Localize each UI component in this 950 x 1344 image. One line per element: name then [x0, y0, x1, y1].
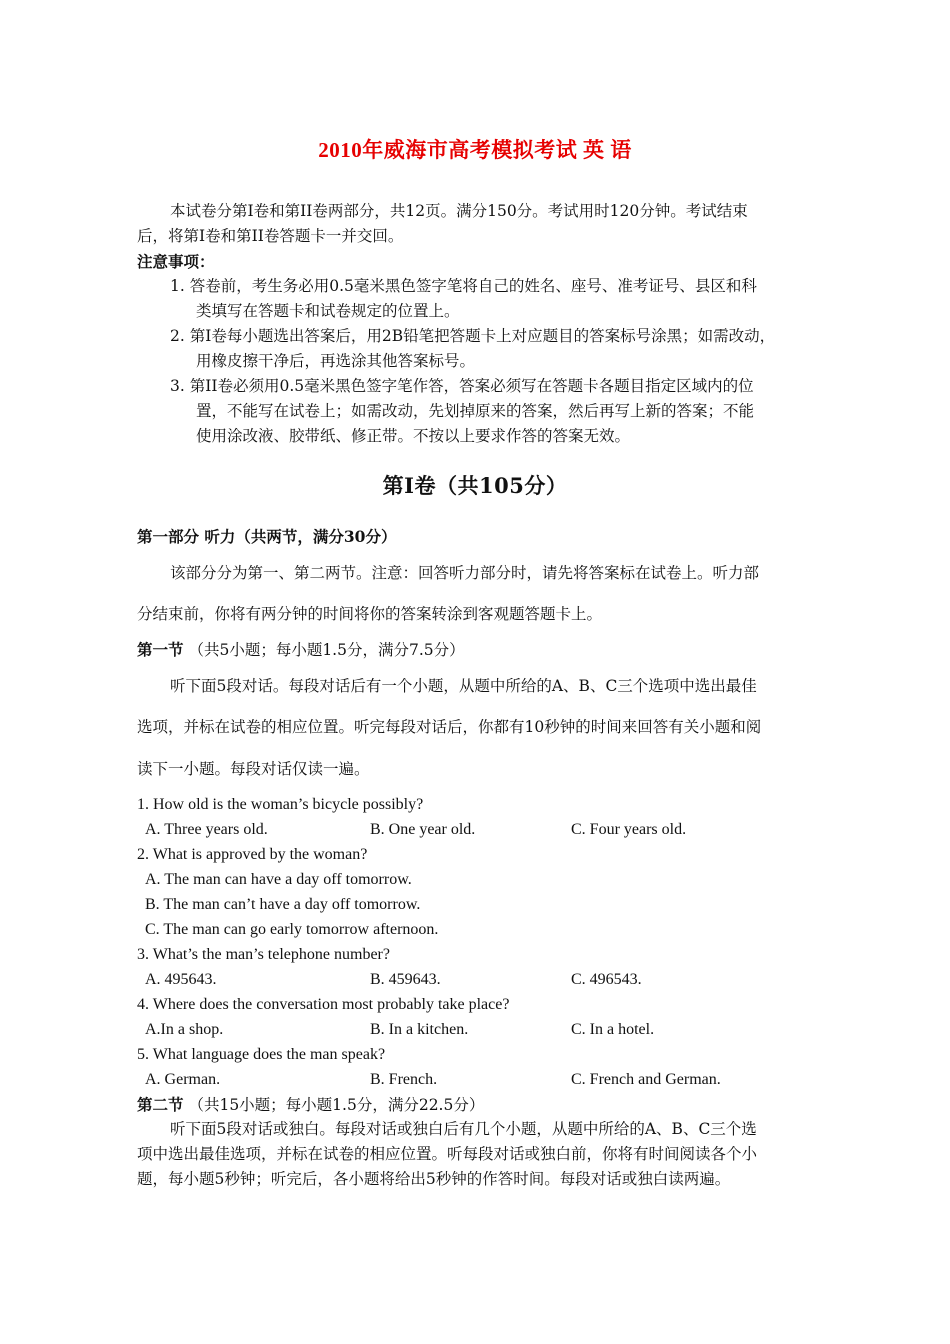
- part1-desc-line-1: 该部分分为第一、第二两节。注意：回答听力部分时，请先将答案标在试卷上。听力部: [170, 564, 760, 582]
- intro-line-2: 后，将第I卷和第II卷答题卡一并交回。: [137, 227, 404, 245]
- section2-header: [137, 1092, 484, 1118]
- section2-desc-line-3: 题，每小题5秒钟；听完后，各小题将给出5秒钟的作答时间。每段对话或独白读两遍。: [137, 1170, 731, 1188]
- section1-desc-line-1: 听下面5段对话。每段对话后有一个小题，从题中所给的A、B、C三个选项中选出最佳: [170, 677, 757, 695]
- question-1: 1. How old is the woman’s bicycle possibly?: [137, 796, 424, 813]
- section1-desc-line-3: 读下一小题。每段对话仅读一遍。: [137, 760, 370, 778]
- question-4-option-c: C. In a hotel.: [571, 1021, 655, 1038]
- question-4-option-b: B. In a kitchen.: [370, 1021, 469, 1038]
- volume-heading: 第I卷（共105分）: [382, 473, 568, 498]
- note-3-line-3: 使用涂改液、胶带纸、修正带。不按以上要求作答的答案无效。: [196, 427, 631, 445]
- section2-label: 第二节: [137, 1095, 184, 1114]
- note-2-line-2: 用橡皮擦干净后，再选涂其他答案标号。: [196, 352, 476, 370]
- question-4-option-a: A.In a shop.: [145, 1021, 224, 1038]
- section2-info: （共15小题；每小题1.5分，满分22.5分）: [188, 1096, 485, 1114]
- question-3-option-c: C. 496543.: [571, 971, 642, 988]
- question-3-option-a: A. 495643.: [145, 971, 217, 988]
- question-2-option-a: A. The man can have a day off tomorrow.: [145, 871, 412, 888]
- question-1-option-b: B. One year old.: [370, 821, 476, 838]
- question-2-option-c: C. The man can go early tomorrow afternoon.: [145, 921, 439, 938]
- question-1-option-a: A. Three years old.: [145, 821, 268, 838]
- section1-label: 第一节: [137, 640, 184, 659]
- question-4: 4. Where does the conversation most probably take place?: [137, 996, 510, 1013]
- question-3: 3. What’s the man’s telephone number?: [137, 946, 390, 963]
- question-3-option-b: B. 459643.: [370, 971, 441, 988]
- note-1-line-1: 1. 答卷前，考生务必用0.5毫米黑色签字笔将自己的姓名、座号、准考证号、县区和科: [170, 277, 757, 295]
- section1-desc-line-2: 选项，并标在试卷的相应位置。听完每段对话后，你都有10秒钟的时间来回答有关小题和阅: [137, 718, 762, 736]
- intro-line-1: 本试卷分第I卷和第II卷两部分，共12页。满分150分。考试用时120分钟。考试结束: [170, 202, 748, 220]
- note-3-line-2: 置，不能写在试卷上；如需改动，先划掉原来的答案，然后再写上新的答案；不能: [196, 402, 755, 420]
- part1-desc-line-2: 分结束前，你将有两分钟的时间将你的答案转涂到客观题答题卡上。: [137, 605, 603, 623]
- section1-header: [137, 637, 465, 663]
- section2-desc-line-2: 项中选出最佳选项，并标在试卷的相应位置。听每段对话或独白前，你将有时间阅读各个小: [137, 1145, 758, 1163]
- question-5: 5. What language does the man speak?: [137, 1046, 386, 1063]
- question-2: 2. What is approved by the woman?: [137, 846, 368, 863]
- section2-desc-line-1: 听下面5段对话或独白。每段对话或独白后有几个小题，从题中所给的A、B、C三个选: [170, 1120, 757, 1138]
- section1-info: （共5小题；每小题1.5分，满分7.5分）: [188, 641, 465, 659]
- note-2-line-1: 2. 第I卷每小题选出答案后，用2B铅笔把答题卡上对应题目的答案标号涂黑；如需改动，: [170, 327, 776, 345]
- note-3-line-1: 3. 第II卷必须用0.5毫米黑色签字笔作答，答案必须写在答题卡各题目指定区域内的位: [170, 377, 754, 395]
- question-5-option-b: B. French.: [370, 1071, 438, 1088]
- question-1-option-c: C. Four years old.: [571, 821, 687, 838]
- notes-heading: 注意事项：: [137, 252, 215, 271]
- exam-title: 2010年威海市高考模拟考试 英 语: [318, 138, 632, 162]
- question-5-option-c: C. French and German.: [571, 1071, 721, 1088]
- part1-heading: 第一部分 听力（共两节，满分30分）: [137, 527, 397, 546]
- note-1-line-2: 类填写在答题卡和试卷规定的位置上。: [196, 302, 460, 320]
- question-2-option-b: B. The man can’t have a day off tomorrow.: [145, 896, 421, 913]
- question-5-option-a: A. German.: [145, 1071, 221, 1088]
